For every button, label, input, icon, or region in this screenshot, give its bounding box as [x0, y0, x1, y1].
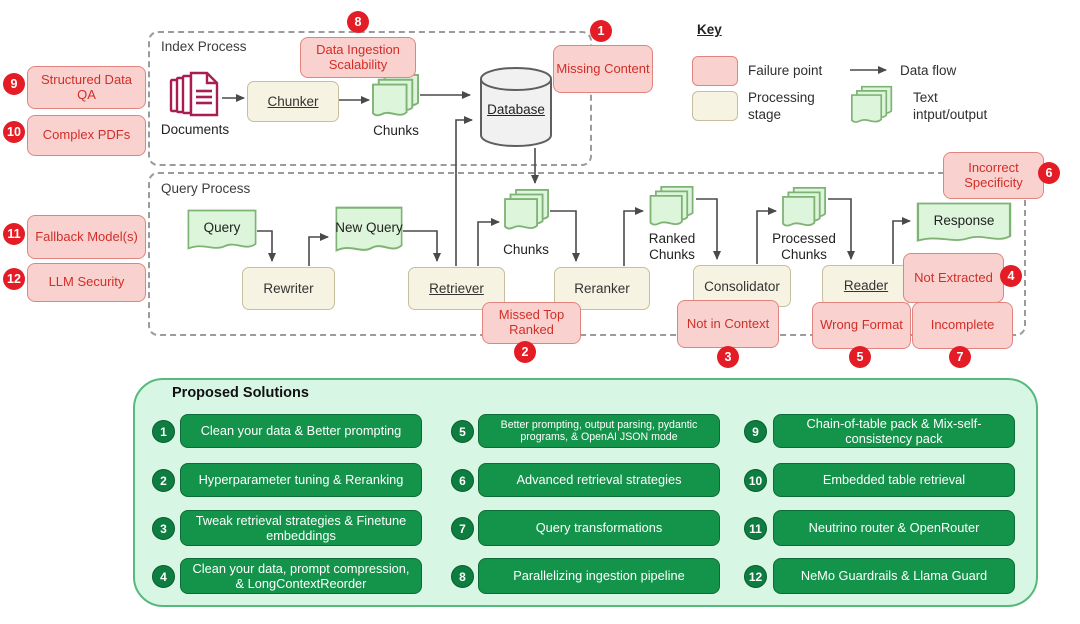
- query-chunks-icon: [504, 189, 550, 233]
- query-note-label: Query: [203, 220, 241, 236]
- retriever-label: Retriever: [429, 281, 484, 296]
- failure-badge-2: 2: [514, 341, 536, 363]
- solution-7: Query transformations: [478, 510, 720, 546]
- rewriter-label: Rewriter: [263, 281, 314, 296]
- failure-incomplete: Incomplete: [912, 302, 1013, 349]
- failure-not-in-context: Not in Context: [677, 300, 779, 348]
- solution-1: Clean your data & Better prompting: [180, 414, 422, 448]
- query-process-title: Query Process: [161, 181, 251, 196]
- failure-data-ingestion-scalability: Data Ingestion Scalability: [300, 37, 416, 78]
- consolidator-label: Consolidator: [704, 278, 780, 294]
- failure-badge-9: 9: [3, 73, 25, 95]
- key-failure-swatch: [692, 56, 738, 86]
- solution-badge-2: 2: [152, 469, 175, 492]
- solution-badge-6: 6: [451, 469, 474, 492]
- processed-chunks-icon: [782, 187, 827, 230]
- index-chunks-icon: [372, 74, 420, 120]
- failure-badge-4: 4: [1000, 265, 1022, 287]
- chunker-label: Chunker: [267, 94, 319, 109]
- database-icon: [477, 66, 555, 149]
- index-chunks-label: Chunks: [373, 123, 419, 138]
- solution-badge-10: 10: [744, 469, 767, 492]
- solution-2: Hyperparameter tuning & Reranking: [180, 463, 422, 497]
- failure-llm-security: LLM Security: [27, 263, 146, 302]
- reranker-label: Reranker: [574, 281, 630, 296]
- failure-wrong-format: Wrong Format: [812, 302, 911, 349]
- key-stage-swatch: [692, 91, 738, 121]
- failure-structured-data-qa: Structured Data QA: [27, 66, 146, 109]
- failure-badge-11: 11: [3, 223, 25, 245]
- ranked-chunks-label: Ranked Chunks: [648, 231, 696, 262]
- failure-missed-top-ranked: Missed Top Ranked: [482, 302, 581, 344]
- failure-badge-6: 6: [1038, 162, 1060, 184]
- query-chunks-label: Chunks: [503, 242, 549, 257]
- solution-11: Neutrino router & OpenRouter: [773, 510, 1015, 546]
- solution-badge-8: 8: [451, 565, 474, 588]
- processed-chunks-label: Processed Chunks: [772, 231, 836, 262]
- solution-badge-9: 9: [744, 420, 767, 443]
- failure-not-extracted: Not Extracted: [903, 253, 1004, 303]
- reader-label: Reader: [843, 278, 889, 293]
- solution-badge-1: 1: [152, 420, 175, 443]
- response-note-label: Response: [933, 213, 995, 229]
- database-label: Database: [487, 102, 545, 117]
- key-dataflow-label: Data flow: [900, 63, 957, 78]
- key-failure-label: Failure point: [748, 63, 823, 78]
- solution-9: Chain-of-table pack & Mix-self-consistency pack: [773, 414, 1015, 448]
- solution-5: Better prompting, output parsing, pydantic programs, & OpenAI JSON mode: [478, 414, 720, 448]
- solution-badge-5: 5: [451, 420, 474, 443]
- ranked-chunks-icon: [649, 186, 695, 229]
- solution-6: Advanced retrieval strategies: [478, 463, 720, 497]
- solution-badge-7: 7: [451, 517, 474, 540]
- key-text-io-label: Text intput/output: [913, 90, 988, 122]
- failure-incorrect-specificity: Incorrect Specificity: [943, 152, 1044, 199]
- new-query-note-label: New Query: [335, 220, 403, 236]
- failure-badge-5: 5: [849, 346, 871, 368]
- solution-badge-3: 3: [152, 517, 175, 540]
- solution-badge-11: 11: [744, 517, 767, 540]
- solution-4: Clean your data, prompt compression, & LongContextReorder: [180, 558, 422, 594]
- failure-badge-8: 8: [347, 11, 369, 33]
- chunker-stage: [247, 81, 339, 122]
- failure-complex-pdfs: Complex PDFs: [27, 115, 146, 156]
- reader-stage: [822, 265, 910, 306]
- solution-3: Tweak retrieval strategies & Finetune embeddings: [180, 510, 422, 546]
- documents-label: Documents: [160, 122, 230, 137]
- failure-badge-7: 7: [949, 346, 971, 368]
- key-text-io-icon: [851, 84, 893, 128]
- failure-fallback-models: Fallback Model(s): [27, 215, 146, 259]
- index-process-title: Index Process: [161, 39, 247, 54]
- proposed-solutions-title: Proposed Solutions: [172, 385, 309, 401]
- solution-badge-4: 4: [152, 565, 175, 588]
- failure-badge-10: 10: [3, 121, 25, 143]
- failure-badge-1: 1: [590, 20, 612, 42]
- solution-10: Embedded table retrieval: [773, 463, 1015, 497]
- solution-badge-12: 12: [744, 565, 767, 588]
- failure-missing-content: Missing Content: [553, 45, 653, 93]
- failure-badge-12: 12: [3, 268, 25, 290]
- failure-badge-3: 3: [717, 346, 739, 368]
- solution-12: NeMo Guardrails & Llama Guard: [773, 558, 1015, 594]
- key-stage-label: Processing stage: [748, 90, 815, 122]
- solution-8: Parallelizing ingestion pipeline: [478, 558, 720, 594]
- documents-icon: [168, 70, 222, 120]
- key-title: Key: [697, 22, 722, 37]
- rewriter-stage: [242, 267, 335, 310]
